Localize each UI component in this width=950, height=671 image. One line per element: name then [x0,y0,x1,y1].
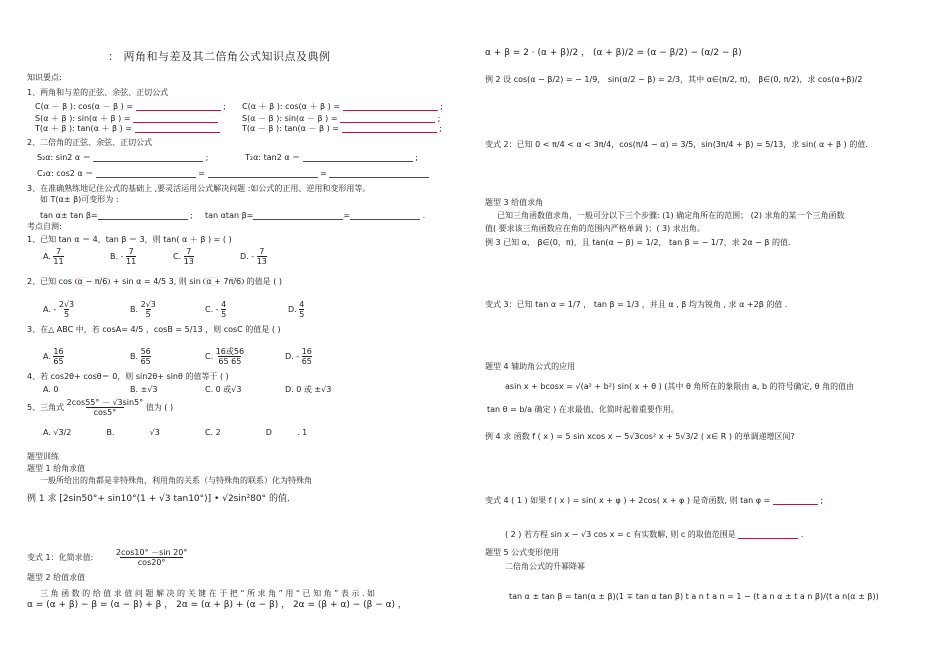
section-1-heading: 1、两角和与差的正弦、余弦、正切公式 [27,88,169,97]
formula-sin-minus: S(α － β ): sin(α － β ) = ; [242,114,441,123]
variant-text: ( 2 ) 若方程 sin x − √3 cos x = c 有实数解, 则 c 的取值范围是 [505,530,736,539]
angle-relation-formula: α + β = 2 · (α + β)/2 ， (α + β)/2 = (α − β/2) − (α/2 − β) [485,48,742,58]
q1-option-c [173,247,194,266]
q4-option-d: D. 0 或 ±√3 [285,385,332,394]
q2-text: + sin α = [112,277,151,286]
numerator: 4 [299,300,305,309]
q1-option-d [240,247,267,266]
variant-text: 变式 4 ( 1 ) 如果 f ( x ) = sin( x + φ ) + 2cos( x + φ ) 是奇函数, 则 tan φ = [485,496,771,505]
option-label: D. - [240,252,255,262]
numerator: 4 [221,300,227,309]
q3-option-a [43,347,64,366]
denominator: 5 [299,310,305,320]
numerator: 7 [186,247,192,256]
variant-4-part-2: ( 2 ) 若方程 sin x − √3 cos x = c 有实数解, 则 c 的取值范围是 . [505,530,804,539]
numerator: 16 [53,347,64,356]
option-label: D. [288,305,297,315]
transform-tan-sum: tan α± tan β= ; [40,211,193,220]
variant-2: 变式 2：已知 0 < π/4 < α < 3π/4，cos(π/4 − α) = 3/5，sin(3π/4 + β) = 5/13，求 sin( α + β ) 的值． [485,140,874,149]
answer-blank [208,169,318,178]
numerator: 2√3 [140,300,156,309]
q2-text: 2、已知 cos [27,277,73,286]
option-label: C. [205,352,214,362]
denominator: 11 [126,257,137,267]
example-2: 例 2 设 cos(α − β/2) = − 1/9， sin(α/2 − β) = 2/3，其中 α∈(π/2, π)， β∈(0, π/2)，求 cos(α+β)/2 [485,75,863,84]
option-label: C. - [205,305,219,315]
option-value: . 1 [297,428,308,437]
section-2-heading: 2、二倍角的正弦、余弦、正切公式 [27,138,153,147]
numerator: 7 [128,247,134,256]
formula-tan-minus: T(α － β ): tan(α － β ) = ; [242,124,442,133]
q3-text: 3、在△ ABC 中，若 cosA= [27,325,128,334]
formula-label: C₂α: cos2 α ＝ [37,169,94,178]
denominator: 5 [221,310,227,320]
denominator: cos20° [120,557,184,567]
q1-option-b [110,247,136,266]
option-label: A. [43,352,51,362]
formula-label: S(α ＋ β ): sin(α ＋ β ) = [35,114,131,123]
q2-text: 3, 则 sin [168,277,201,286]
question-5 [27,398,173,417]
denominator: 13 [256,257,267,267]
answer-blank [96,169,196,178]
q2-text: 的值是 ( ) [246,277,282,286]
q4-option-b: B. ±√3 [130,385,158,394]
option-label: B. - [110,252,124,262]
denominator: 11 [53,257,64,267]
q2-option-b [130,300,156,319]
numerator: 7 [259,247,265,256]
q3-option-d [285,347,312,366]
transform-tan-product: tan αtan β= = . [205,211,426,220]
option-label: B. [130,305,139,315]
formula-label: C(α － β ): cos(α － β ) = [35,102,134,111]
paren-group: α − π/6 [75,277,111,286]
paren-group: α + 7π/6 [203,277,244,286]
answer-blank [303,153,413,162]
answer-blank [136,102,221,111]
option-label: B. [130,352,139,362]
formula-cos2a: C₂α: cos2 α ＝ = = [37,169,429,178]
formula-label: tan αtan β= [205,211,254,220]
section-3-sub: 如 T(α± β)可变形为 : [40,195,119,204]
numerator: 2cos55° － √3sin5° [66,398,144,407]
numerator: 2√3 [58,300,75,309]
q3-text: ，cosB = [145,325,183,334]
formula-label: T₂α: tan2 α ＝ [245,153,301,162]
denominator: 65 [301,357,312,367]
page-title: ： 两角和与差及其二倍角公式知识点及典例 [108,50,331,63]
denominator: 65 [140,357,151,367]
denominator: 13 [183,257,194,267]
option-label: A. [43,428,51,437]
formula-label: T(α ＋ β ): tan(α ＋ β ) = [35,124,132,133]
type-5-desc: 二倍角公式的升幂降幂 [505,562,585,571]
option-label: A. [43,252,51,262]
type-2-desc: 三 角 函 数 的 给 值 求 值 问 题 解 决 的 关 键 在 于 把 “ 所 求 角 ” 用 “ 已 知 角 ” 表 示 . 如 [40,589,376,598]
right-column [475,0,945,671]
formula-label: tan α± tan β= [40,211,98,220]
variant-1 [27,548,187,567]
answer-blank [98,211,188,220]
denominator: cos5° [86,407,125,417]
q1-option-a [43,247,64,266]
numerator: 16或56 [215,347,245,356]
numerator: 16 [301,347,312,356]
answer-blank [93,153,203,162]
option-label: D. - [285,352,300,362]
q5-text: 值为 ( ) [145,403,174,413]
option-value: √3 [149,428,160,437]
type-3-heading: 题型 3 给值求角 [485,198,544,207]
denominator: 5 [145,310,151,320]
question-1: 1、已知 tan α ＝ 4，tan β ＝ 3，则 tan( α ＋ β ) = ( ) [27,235,232,244]
formula-cos-minus: C(α － β ): cos(α － β ) = ; [35,102,226,111]
q5-options [43,428,307,437]
formula-label: S(α － β ): sin(α － β ) = [242,114,338,123]
q2-option-d [288,300,304,319]
q2-option-a [43,300,74,319]
q3-text: ，则 cosC 的值是 ( ) [205,325,281,334]
option-label: C. 2 [204,428,221,437]
answer-blank [343,102,438,111]
type-3-desc-2: 值( 要求该三角函数应在角的范围内严格单调 )；( 3) 求出角。 [485,224,705,233]
type-4-formula: asin x + bcosx = √(a² + b²) sin( x + θ ) (其中 θ 角所在的象限由 a, b 的符号确定, θ 角的值由 [505,382,855,391]
numerator: 7 [55,247,62,256]
variant-3: 变式 3：已知 tan α = 1/7 ， tan β = 1/3 ，并且 α , β 均为锐角 , 求 α +2β 的值 . [485,300,788,309]
type-1-desc: 一般所给出的角都是非特殊角，利用角的关系（与特殊角的联系）化为特殊角 [40,476,312,485]
example-3: 例 3 已知 α， β∈(0，π)，且 tan(α − β) = 1/2， tan β = − 1/7，求 2α − β 的值. [485,238,791,247]
q3-option-c [205,347,244,366]
q3-option-b [130,347,151,366]
formula-label: C(α ＋ β ): cos(α ＋ β ) = [242,102,341,111]
type-2-heading: 题型 2 给值求值 [27,573,86,582]
formula-label: S₂α: sin2 α ＝ [37,153,91,162]
answer-blank [340,114,435,123]
numerator: 56 [140,347,151,356]
type-4-heading: 题型 4 辅助角公式的应用 [485,362,576,371]
answer-blank [350,211,420,220]
formula-tan2a: T₂α: tan2 α ＝ ; [245,153,418,162]
answer-blank [773,496,818,505]
denominator: 65 65 [218,357,242,367]
section-3-text: 3、在准确熟练地记住公式的基础上 ,要灵活运用公式解决问题 :如公式的正用、逆用和变形用等。 [27,184,371,193]
knowledge-heading: 知识要点: [27,73,62,82]
option-label: D [265,428,272,437]
answer-blank [342,124,437,133]
denominator: 5 [63,310,70,320]
left-column [0,0,470,671]
type-4-formula-2: tan θ = b/a 确定 ) 在求最值、化简时起着重要作用。 [487,405,679,414]
formula-sin-plus [35,114,218,123]
drill-heading: 题型训练 [27,452,59,461]
option-label: B. [106,428,115,437]
formula-sin2a: S₂α: sin2 α ＝ ; [37,153,209,162]
question-3: 3、在△ ABC 中，若 cosA= 4/5 ，cosB = 5/13 ，则 cosC 的值是 ( ) [27,325,281,334]
question-4: 4、若 cos2θ+ cosθ＝ 0，则 sin2θ+ sinθ 的值等于 ( ) [27,372,229,381]
answer-blank [133,114,218,123]
variant-label: 变式 1：化简求值: [27,553,94,563]
example-1: 例 1 求 [2sin50°+ sin10°(1 + √3 tan10°)] • √2sin²80° 的值． [27,494,296,504]
self-test-heading: 考点自测: [27,222,62,231]
option-value: √3/2 [53,428,72,437]
formula-cos-plus: C(α ＋ β ): cos(α ＋ β ) = ; [242,102,443,111]
denominator: 65 [53,357,64,367]
variant-4-part-1: 变式 4 ( 1 ) 如果 f ( x ) = sin( x + φ ) + 2cos( x + φ ) 是奇函数, 则 tan φ = ; [485,496,824,505]
type-5-formula: tan α ± tan β = tan(α ± β)(1 ∓ tan α tan β) t a n t a n = 1 − (t a n α ± t a n β)/(t a n(α ± β)) [509,592,879,601]
formula-tan-plus [35,124,220,133]
answer-blank [253,211,343,220]
type-1-heading: 题型 1 给角求值 [27,464,86,473]
type-3-desc-1: 已知三角函数值求角，一般可分以下三个步骤: (1) 确定角所在的范围； (2) 求角的某一个三角函数 [497,211,845,220]
formula-label: T(α － β ): tan(α － β ) = [242,124,339,133]
q4-option-a: A. 0 [43,385,59,394]
option-label: A. - [43,305,57,315]
answer-blank [738,530,798,539]
answer-blank [329,169,429,178]
option-label: C. [173,252,182,262]
q2-option-c [205,300,226,319]
example-4: 例 4 求 函数 f ( x ) = 5 sin xcos x − 5√3cos² x + 5√3/2 ( x∈ R ) 的单调递增区间? [485,432,795,441]
question-2: 2、已知 cos α − π/6 + sin α = 4/5 3, 则 sin α + 7π/6 的值是 ( ) [27,277,282,286]
answer-blank [135,124,220,133]
type-5-heading: 题型 5 公式变形使用 [485,548,560,557]
type-2-formula: α = (α + β) − β = (α − β) + β ， 2α = (α + β) + (α − β) ， 2α = (β + α) − (β − α) ， [27,600,407,610]
q4-option-c: C. 0 或√3 [205,385,242,394]
q5-text: 5、三角式 [27,403,65,413]
numerator: 2cos10° －sin 20° [115,548,188,557]
